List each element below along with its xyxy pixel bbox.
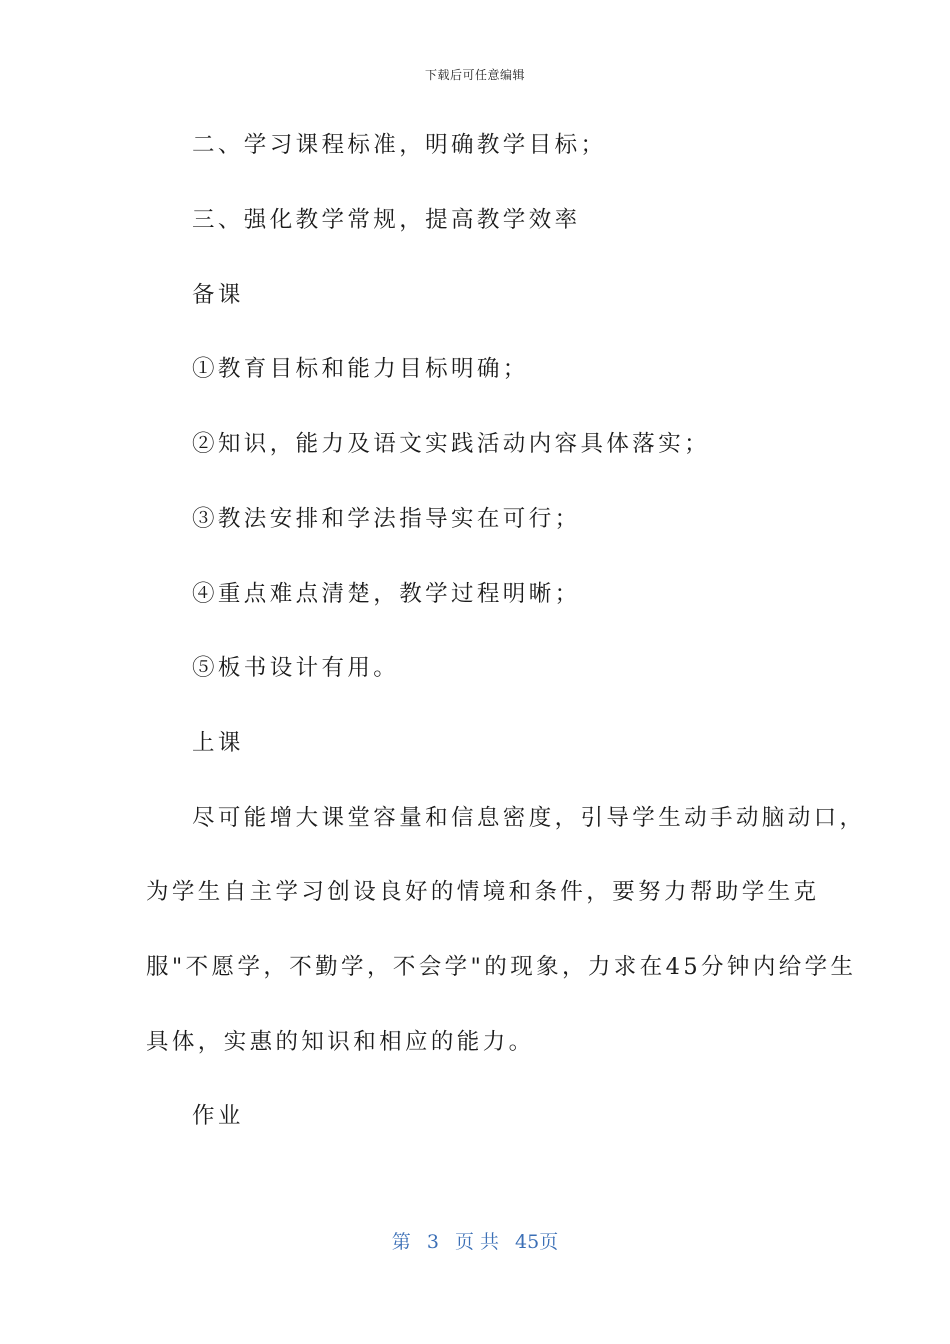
paragraph-line: 尽可能增大课堂容量和信息密度，引导学生动手动脑动口， (192, 805, 866, 831)
section-heading: 备课 (192, 282, 244, 308)
page-total: 45 (515, 1231, 540, 1253)
paragraph-line: 具体，实惠的知识和相应的能力。 (146, 1029, 535, 1055)
paragraph-line: 二、学习课程标准，明确教学目标； (192, 132, 607, 158)
list-item: ③教法安排和学法指导实在可行； (192, 506, 581, 532)
page-current: 3 (426, 1231, 439, 1253)
list-item: ①教育目标和能力目标明确； (192, 356, 529, 382)
page-mid: 页 共 (454, 1231, 499, 1253)
paragraph-line: 服"不愿学，不勤学，不会学"的现象，力求在45分钟内给学生 (146, 954, 857, 980)
list-item: ②知识，能力及语文实践活动内容具体落实； (192, 431, 711, 457)
paragraph-line: 为学生自主学习创设良好的情境和条件，要努力帮助学生克 (146, 879, 820, 905)
section-heading: 作业 (192, 1103, 244, 1129)
section-heading: 上课 (192, 730, 244, 756)
page-header-note: 下载后可任意编辑 (424, 68, 525, 82)
page-suffix: 页 (539, 1231, 559, 1253)
list-item: ⑤板书设计有用。 (192, 655, 400, 681)
page-footer (0, 1227, 950, 1254)
paragraph-line: 三、强化教学常规，提高教学效率 (192, 207, 581, 233)
list-item: ④重点难点清楚，教学过程明晰； (192, 581, 581, 607)
page-prefix: 第 (391, 1231, 411, 1253)
